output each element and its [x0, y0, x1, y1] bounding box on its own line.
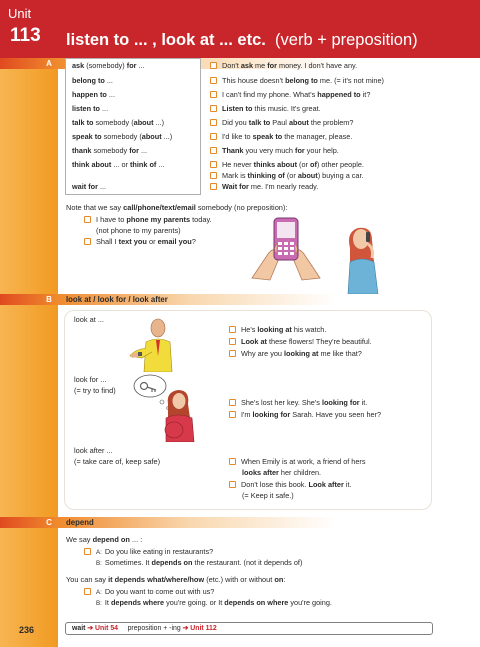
look-for-title: look for ... — [74, 375, 107, 384]
look-at-example: Why are you looking at me like that? — [229, 349, 362, 358]
bullet-icon — [84, 548, 91, 555]
bullet-icon — [210, 119, 217, 126]
bullet-icon — [229, 338, 236, 345]
bullet-icon — [229, 481, 236, 488]
verb-item: happen to ... — [72, 90, 115, 99]
section-b-letter: B — [46, 295, 52, 304]
look-after-example-sub: (= Keep it safe.) — [242, 491, 294, 500]
look-for-sub: (= try to find) — [74, 386, 116, 395]
unit-number: 113 — [10, 25, 41, 46]
depend-rule: You can say it depends what/where/how (etc.) with or without on: — [66, 575, 286, 584]
example-item: This house doesn't belong to me. (= it's not mine) — [210, 76, 384, 85]
example-item: Don't ask me for money. I don't have any. — [210, 61, 357, 70]
verb-item: talk to somebody (about ...) — [72, 118, 165, 127]
bullet-icon — [229, 399, 236, 406]
look-after-title: look after ... — [74, 446, 113, 455]
depend-example-answer: B: Sometimes. It depends on the restaurant. (not it depends of) — [96, 558, 303, 567]
example-item: I'd like to speak to the manager, please. — [210, 132, 352, 141]
example-item: Listen to this music. It's great. — [210, 104, 321, 113]
example-item: I can't find my phone. What's happened to it? — [210, 90, 370, 99]
verb-item: belong to ... — [72, 76, 113, 85]
depend-example: A: Do you like eating in restaurants? — [84, 547, 213, 557]
example-item: He never thinks about (or of) other people. — [210, 160, 364, 169]
verb-item: listen to ... — [72, 104, 109, 113]
unit-header — [0, 0, 480, 58]
hands-texting-illustration — [246, 208, 326, 284]
look-at-example: He's looking at his watch. — [229, 325, 326, 334]
bullet-icon — [229, 350, 236, 357]
depend-example-answer: B: It depends where you're going. or It depends on where you're going. — [96, 598, 332, 607]
look-after-sub: (= take care of, keep safe) — [74, 457, 161, 466]
example-item: Wait for me. I'm nearly ready. — [210, 182, 318, 191]
example-item: Thank you very much for your help. — [210, 146, 339, 155]
bullet-icon — [210, 172, 217, 179]
bullet-icon — [210, 147, 217, 154]
page-number: 236 — [19, 625, 35, 635]
man-looking-at-watch-illustration — [126, 316, 186, 372]
woman-on-phone-illustration — [342, 222, 382, 294]
example-item: Did you talk to Paul about the problem? — [210, 118, 353, 127]
look-after-example-cont: looks after her children. — [242, 468, 322, 477]
arrow-right-icon: ➔ — [182, 625, 189, 632]
section-a-letter: A — [46, 59, 52, 68]
cross-reference-box — [65, 622, 433, 635]
bullet-icon — [84, 238, 91, 245]
look-after-example: When Emily is at work, a friend of hers — [229, 457, 366, 466]
note-example: I have to phone my parents today. — [84, 215, 212, 224]
unit-title-main: listen to ... , look at ... etc. — [66, 31, 266, 49]
look-at-title: look at ... — [74, 315, 104, 324]
bullet-icon — [229, 458, 236, 465]
look-after-example: Don't lose this book. Look after it. — [229, 480, 352, 489]
look-at-example: Look at these flowers! They're beautiful. — [229, 337, 372, 346]
xref-link-unit-112[interactable]: Unit 112 — [190, 625, 217, 632]
note-text: Note that we say call/phone/text/email somebody (no preposition): — [66, 203, 288, 212]
verb-item: speak to somebody (about ...) — [72, 132, 173, 141]
depend-example: A: Do you want to come out with us? — [84, 587, 214, 597]
bullet-icon — [229, 411, 236, 418]
note-example-sub: (not phone to my parents) — [96, 226, 181, 235]
section-c-letter: C — [46, 518, 52, 527]
woman-looking-for-key-illustration — [124, 370, 212, 442]
bullet-icon — [210, 133, 217, 140]
note-example: Shall I text you or email you? — [84, 237, 196, 246]
xref-item: preposition + -ing — [127, 625, 181, 632]
left-sidebar — [0, 0, 58, 647]
look-for-example: She's lost her key. She's looking for it. — [229, 398, 367, 407]
unit-title — [66, 30, 418, 51]
bullet-icon — [210, 77, 217, 84]
xref-link-unit-54[interactable]: Unit 54 — [95, 625, 119, 632]
bullet-icon — [229, 326, 236, 333]
xref-item: wait — [72, 625, 86, 632]
bullet-icon — [210, 62, 217, 69]
verb-item: think about ... or think of ... — [72, 160, 165, 169]
bullet-icon — [210, 161, 217, 168]
verb-item: wait for ... — [72, 182, 107, 191]
unit-label: Unit — [8, 6, 32, 21]
bullet-icon — [84, 588, 91, 595]
arrow-right-icon: ➔ — [87, 625, 94, 632]
example-item: Mark is thinking of (or about) buying a car. — [210, 171, 364, 180]
bullet-icon — [84, 216, 91, 223]
bullet-icon — [210, 91, 217, 98]
section-b-heading: look at / look for / look after — [66, 295, 168, 304]
verb-item: ask (somebody) for ... — [72, 61, 145, 70]
unit-title-sub: (verb + preposition) — [275, 31, 418, 49]
bullet-icon — [210, 183, 217, 190]
look-for-example: I'm looking for Sarah. Have you seen her? — [229, 410, 381, 419]
section-c-heading: depend — [66, 518, 94, 527]
depend-rule: We say depend on ... : — [66, 535, 143, 544]
bullet-icon — [210, 105, 217, 112]
verb-item: thank somebody for ... — [72, 146, 148, 155]
